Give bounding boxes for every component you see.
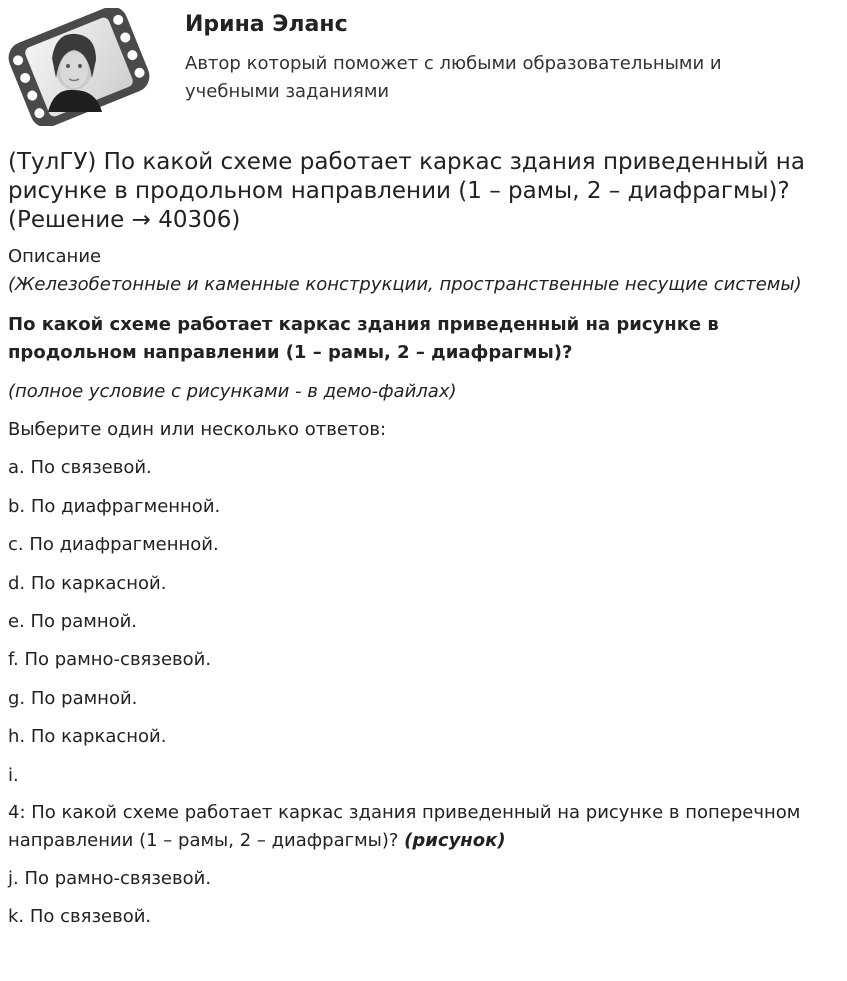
- answer-option: g. По рамной.: [8, 687, 138, 709]
- question-4: [8, 799, 828, 855]
- answer-option: d. По каркасной.: [8, 572, 167, 594]
- answer-option: b. По диафрагменной.: [8, 495, 221, 517]
- answer-option: h. По каркасной.: [8, 726, 167, 748]
- author-name: Ирина Эланс: [185, 12, 348, 37]
- description-label: Описание: [8, 246, 102, 267]
- answer-option: i.: [8, 764, 19, 786]
- answer-option: f. По рамно-связевой.: [8, 649, 212, 671]
- author-block: [8, 8, 839, 128]
- question-4-emphasis: (рисунок): [404, 829, 506, 851]
- question-4-text: 4: По какой схеме работает каркас здания приведенный на рисунке в поперечном направлении (1 – рамы, 2 – диафрагмы)?: [8, 801, 801, 851]
- page-title: (ТулГУ) По какой схеме работает каркас здания приведенный на рисунке в продольном направлении (1 – рамы, 2 – диафрагмы)? (Решение → 40306): [8, 149, 805, 233]
- answer-option: e. По рамной.: [8, 610, 138, 632]
- subject-text: (Железобетонные и каменные конструкции, пространственные несущие системы): [8, 274, 802, 295]
- answer-option: j. По рамно-связевой.: [8, 867, 212, 889]
- author-avatar: [8, 8, 150, 126]
- answer-option: k. По связевой.: [8, 906, 152, 928]
- question-text: По какой схеме работает каркас здания приведенный на рисунке в продольном направлении (1 – рамы, 2 – диафрагмы)?: [8, 314, 719, 363]
- answer-option: a. По связевой.: [8, 457, 152, 479]
- answer-list: [8, 454, 828, 789]
- main-content: [8, 148, 828, 931]
- answer-list-4: [8, 865, 828, 931]
- answer-instruction: Выберите один или несколько ответов:: [8, 419, 387, 440]
- author-description: Автор который поможет с любыми образовательными и учебными заданиями: [185, 53, 722, 102]
- answer-option: c. По диафрагменной.: [8, 534, 219, 556]
- demo-note: (полное условие с рисунками - в демо-файлах): [8, 381, 457, 402]
